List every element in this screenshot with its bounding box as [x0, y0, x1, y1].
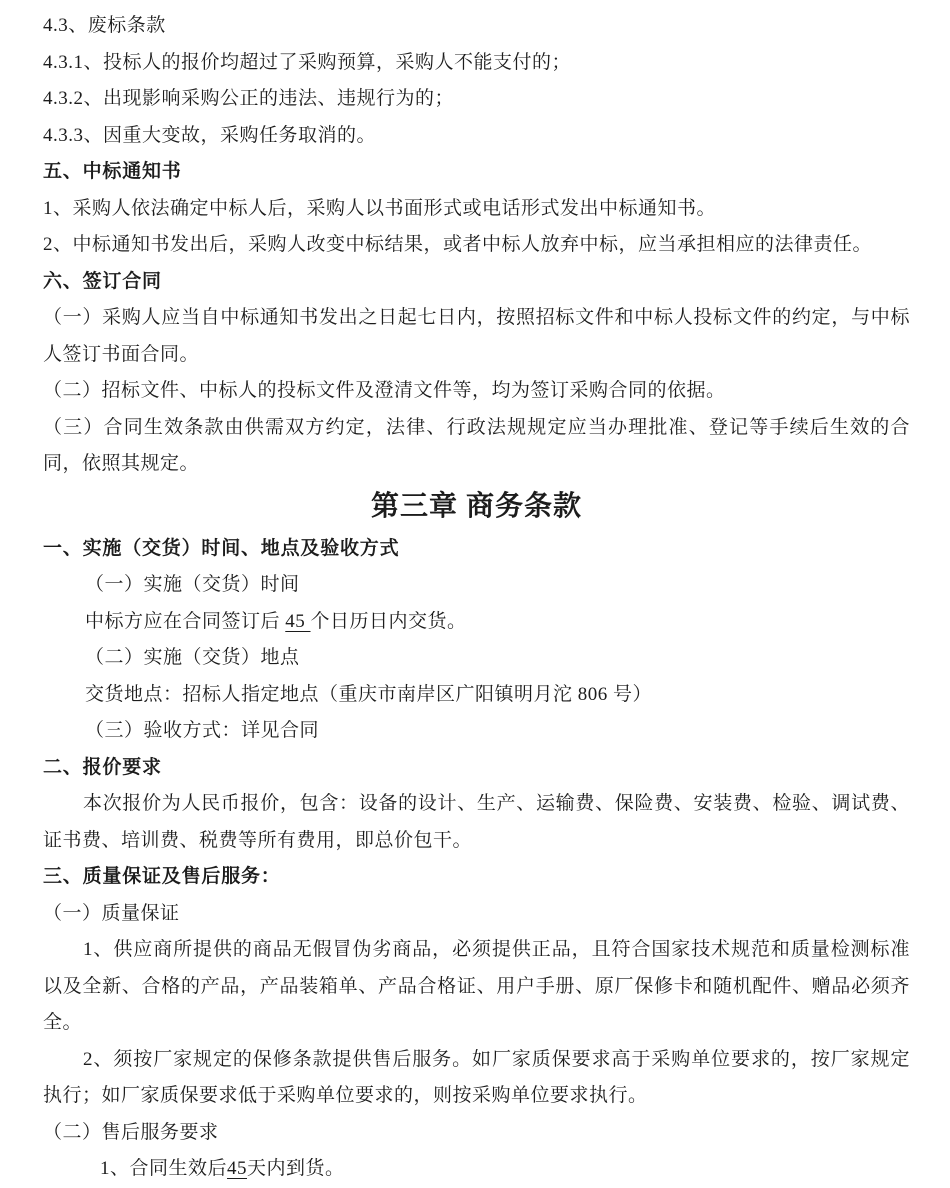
section-5-item-2: 2、中标通知书发出后，采购人改变中标结果，或者中标人放弃中标，应当承担相应的法律责任。 [43, 234, 873, 255]
clause-text-post: 个日历日内交货。 [310, 610, 467, 632]
commercial-section-3-heading: 三、质量保证及售后服务： [43, 866, 281, 887]
quality-assurance-item-1: 1、供应商所提供的商品无假冒伪劣商品，必须提供正品，且符合国家技术规范和质量检测标准以及全新、合格的产品，产品装箱单、产品合格证、用户手册、原厂保修卡和随机配件、赠品必须齐全。 [43, 939, 910, 1033]
section-6-item-1: （一）采购人应当自中标通知书发出之日起七日内，按照招标文件和中标人投标文件的约定，与中标人签订书面合同。 [43, 307, 910, 365]
commercial-section-1-heading: 一、实施（交货）时间、地点及验收方式 [43, 537, 400, 559]
clause-4-3-1: 4.3.1、投标人的报价均超过了采购预算，采购人不能支付的； [43, 51, 572, 73]
clause-4-3-3: 4.3.3、因重大变故，采购任务取消的。 [43, 124, 377, 146]
after-sales-item-1 [43, 1151, 910, 1188]
delivery-place-clause: 交货地点：招标人指定地点（重庆市南岸区广阳镇明月沱 806 号） [85, 683, 653, 705]
quality-assurance-item-2: 2、须按厂家规定的保修条款提供售后服务。如厂家质保要求高于采购单位要求的，按厂家规定执行；如厂家质保要求低于采购单位要求的，则按采购单位要求执行。 [43, 1048, 910, 1106]
chapter-title: 第三章 商务条款 [370, 490, 582, 522]
delivery-time-clause [43, 604, 910, 641]
after-sales-subheading: （二）售后服务要求 [43, 1121, 219, 1143]
clause-text-pre: 1、合同生效后 [100, 1158, 228, 1179]
section-5-heading: 五、中标通知书 [43, 161, 182, 182]
delivery-time-subheading: （一）实施（交货）时间 [85, 574, 300, 595]
quality-assurance-subheading: （一）质量保证 [43, 902, 180, 924]
clause-text-pre: 中标方应在合同签订后 [85, 610, 286, 632]
clause-4-3-2: 4.3.2、出现影响采购公正的违法、违规行为的； [43, 88, 455, 109]
section-5-item-1: 1、采购人依法确定中标人后，采购人以书面形式或电话形式发出中标通知书。 [43, 197, 717, 219]
section-6-item-3: （三）合同生效条款由供需双方约定，法律、行政法规规定应当办理批准、登记等手续后生效的合同，依照其规定。 [43, 416, 910, 474]
section-6-heading: 六、签订合同 [43, 270, 162, 292]
clause-4-3-heading: 4.3、废标条款 [43, 15, 166, 36]
quotation-requirement-clause: 本次报价为人民币报价，包含：设备的设计、生产、运输费、保险费、安装费、检验、调试费、证书费、培训费、税费等所有费用，即总价包干。 [43, 793, 910, 851]
delivery-place-subheading: （二）实施（交货）地点 [85, 647, 300, 668]
section-6-item-2: （二）招标文件、中标人的投标文件及澄清文件等，均为签订采购合同的依据。 [43, 380, 726, 401]
clause-text-post: 天内到货。 [247, 1158, 345, 1179]
underlined-days-value: 45 [227, 1158, 248, 1179]
commercial-section-2-heading: 二、报价要求 [43, 756, 162, 778]
acceptance-method-clause: （三）验收方式：详见合同 [85, 720, 320, 741]
underlined-days-value: 45 [285, 610, 311, 632]
